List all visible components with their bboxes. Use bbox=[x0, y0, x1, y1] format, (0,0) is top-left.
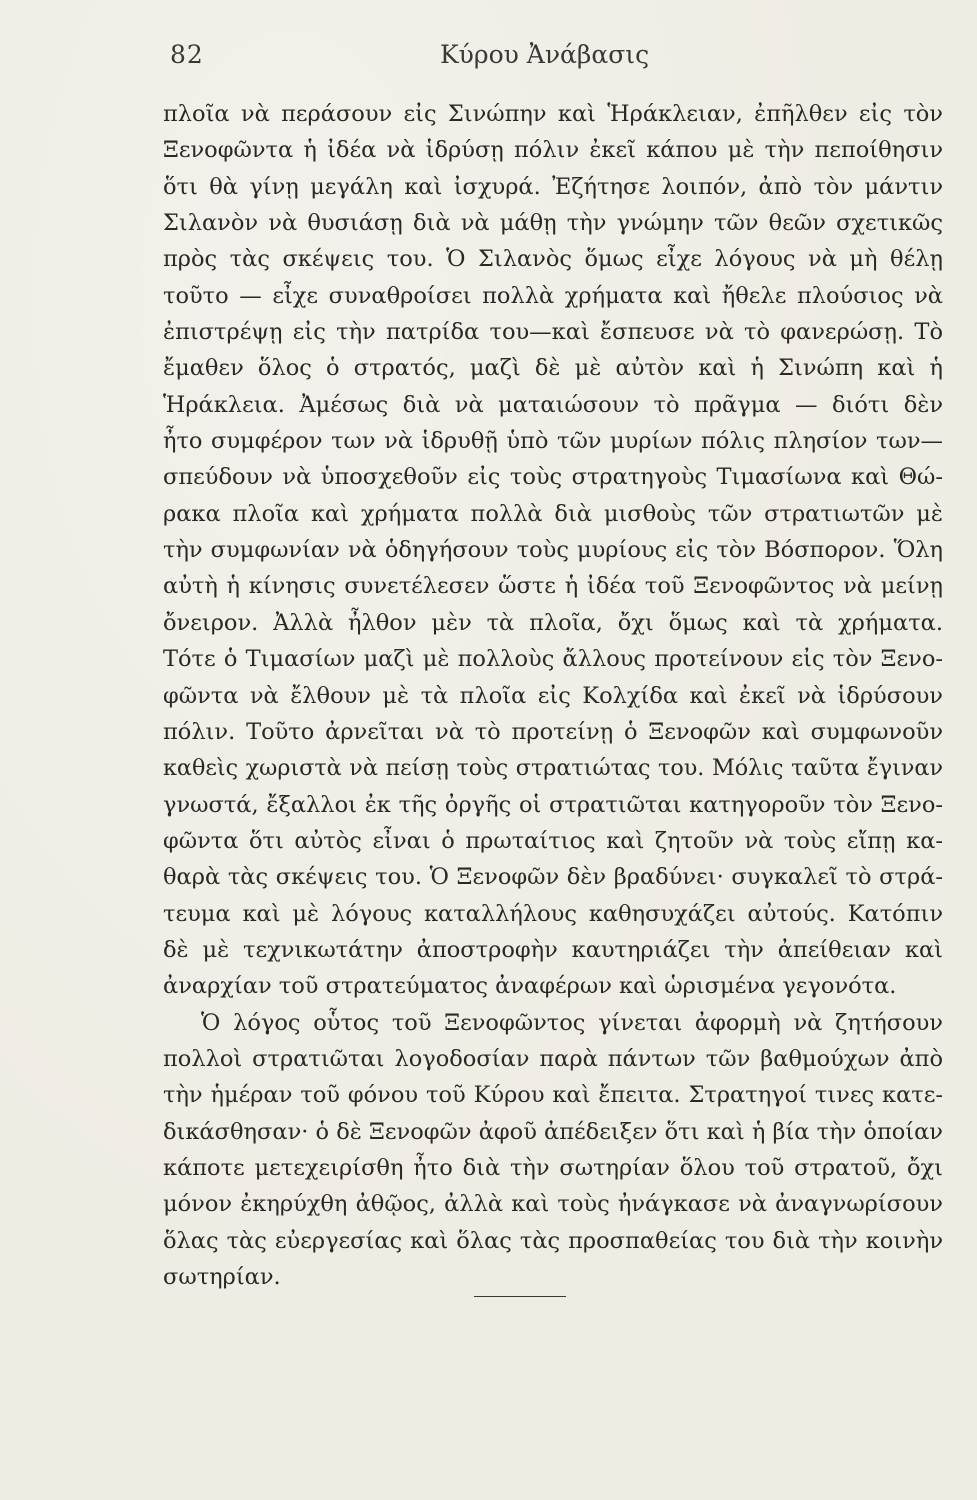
text-line: τευμα καὶ μὲ λόγους καταλλήλους καθησυχάζει αὐτούς. Κατόπιν bbox=[163, 900, 943, 927]
text-line: θαρὰ τὰς σκέψεις του. Ὁ Ξενοφῶν δὲν βραδύνει· συγκαλεῖ τὸ στρά- bbox=[163, 864, 943, 891]
text-line: σωτηρίαν. bbox=[163, 1264, 281, 1290]
text-line: ἀναρχίαν τοῦ στρατεύματος ἀναφέρων καὶ ὡρισμένα γεγονότα. bbox=[163, 973, 897, 1000]
text-line: πρὸς τὰς σκέψεις του. Ὁ Σιλανὸς ὅμως εἶχε λόγους νὰ μὴ θέλῃ bbox=[163, 246, 943, 273]
section-end-rule bbox=[474, 1296, 566, 1297]
body-text bbox=[163, 96, 943, 1295]
text-line: γνωστά, ἔξαλλοι ἐκ τῆς ὀργῆς οἱ στρατιῶται κατηγοροῦν τὸν Ξενο- bbox=[163, 791, 943, 818]
text-line: Τότε ὁ Τιμασίων μαζὶ μὲ πολλοὺς ἄλλους προτείνουν εἰς τὸν Ξενο- bbox=[163, 646, 943, 673]
text-line: δὲ μὲ τεχνικωτάτην ἀποστροφὴν καυτηριάζει τὴν ἀπείθειαν καὶ bbox=[163, 936, 943, 963]
text-line: ρακα πλοῖα καὶ χρήματα πολλὰ διὰ μισθοὺς τῶν στρατιωτῶν μὲ bbox=[163, 500, 943, 527]
text-line: ὅλας τὰς εὐεργεσίας καὶ ὅλας τὰς προσπαθείας του διὰ τὴν κοινὴν bbox=[163, 1227, 943, 1254]
paragraph bbox=[163, 96, 943, 1005]
text-line: ὅτι θὰ γίνῃ μεγάλη καὶ ἰσχυρά. Ἐζήτησε λοιπόν, ἀπὸ τὸν μάντιν bbox=[163, 173, 943, 200]
text-line: καθεὶς χωριστὰ νὰ πείσῃ τοὺς στρατιώτας του. Μόλις ταῦτα ἔγιναν bbox=[163, 755, 943, 782]
text-line: πλοῖα νὰ περάσουν εἰς Σινώπην καὶ Ἡράκλειαν, ἐπῆλθεν εἰς τὸν bbox=[163, 101, 943, 127]
text-line: Ξενοφῶντα ἡ ἰδέα νὰ ἱδρύσῃ πόλιν ἐκεῖ κάπου μὲ τὴν πεποίθησιν bbox=[163, 137, 943, 164]
text-line: ἦτο συμφέρον των νὰ ἱδρυθῇ ὑπὸ τῶν μυρίων πόλις πλησίον των— bbox=[163, 428, 943, 455]
text-line: κάποτε μετεχειρίσθη ἦτο διὰ τὴν σωτηρίαν ὅλου τοῦ στρατοῦ, ὄχι bbox=[163, 1154, 943, 1181]
text-line: Ἡράκλεια. Ἀμέσως διὰ νὰ ματαιώσουν τὸ πρᾶγμα — διότι δὲν bbox=[163, 391, 943, 418]
text-line: Ὁ λόγος οὗτος τοῦ Ξενοφῶντος γίνεται ἀφορμὴ νὰ ζητήσουν bbox=[201, 1009, 943, 1036]
text-line: φῶντα νὰ ἔλθουν μὲ τὰ πλοῖα εἰς Κολχίδα καὶ ἐκεῖ νὰ ἱδρύσουν bbox=[163, 682, 943, 709]
text-line: μόνον ἐκηρύχθη ἀθῷος, ἀλλὰ καὶ τοὺς ἠνάγκασε νὰ ἀναγνωρίσουν bbox=[163, 1191, 943, 1218]
running-title: Κύρου Ἀνάβασις bbox=[440, 40, 650, 69]
text-line: τοῦτο — εἶχε συναθροίσει πολλὰ χρήματα καὶ ἤθελε πλούσιος νὰ bbox=[163, 282, 943, 309]
text-line: δικάσθησαν· ὁ δὲ Ξενοφῶν ἀφοῦ ἀπέδειξεν ὅτι καὶ ἡ βία τὴν ὁποίαν bbox=[163, 1118, 943, 1145]
text-line: ἐπιστρέψῃ εἰς τὴν πατρίδα του—καὶ ἔσπευσε νὰ τὸ φανερώσῃ. Τὸ bbox=[163, 319, 943, 346]
text-line: αὐτὴ ἡ κίνησις συνετέλεσεν ὥστε ἡ ἰδέα τοῦ Ξενοφῶντος νὰ μείνῃ bbox=[163, 573, 943, 600]
text-line: τὴν συμφωνίαν νὰ ὁδηγήσουν τοὺς μυρίους εἰς τὸν Βόσπορον. Ὅλη bbox=[163, 537, 943, 564]
text-line: Σιλανὸν νὰ θυσιάσῃ διὰ νὰ μάθῃ τὴν γνώμην τῶν θεῶν σχετικῶς bbox=[163, 210, 943, 237]
page-number: 82 bbox=[170, 40, 204, 69]
text-line: ὄνειρον. Ἀλλὰ ἦλθον μὲν τὰ πλοῖα, ὄχι ὅμως καὶ τὰ χρήματα. bbox=[163, 609, 943, 636]
text-line: σπεύδουν νὰ ὑποσχεθοῦν εἰς τοὺς στρατηγοὺς Τιμασίωνα καὶ Θώ- bbox=[163, 464, 943, 491]
text-line: φῶντα ὅτι αὐτὸς εἶναι ὁ πρωταίτιος καὶ ζητοῦν νὰ τοὺς εἴπῃ κα- bbox=[163, 827, 943, 854]
paragraph bbox=[163, 1005, 943, 1296]
running-head bbox=[0, 40, 977, 80]
text-line: πολλοὶ στρατιῶται λογοδοσίαν παρὰ πάντων τῶν βαθμούχων ἀπὸ bbox=[163, 1045, 943, 1072]
text-line: τὴν ἡμέραν τοῦ φόνου τοῦ Κύρου καὶ ἔπειτα. Στρατηγοί τινες κατε- bbox=[163, 1082, 943, 1109]
text-line: πόλιν. Τοῦτο ἀρνεῖται νὰ τὸ προτείνῃ ὁ Ξενοφῶν καὶ συμφωνοῦν bbox=[163, 718, 943, 745]
text-line: ἔμαθεν ὅλος ὁ στρατός, μαζὶ δὲ μὲ αὐτὸν καὶ ἡ Σινώπη καὶ ἡ bbox=[163, 355, 943, 382]
